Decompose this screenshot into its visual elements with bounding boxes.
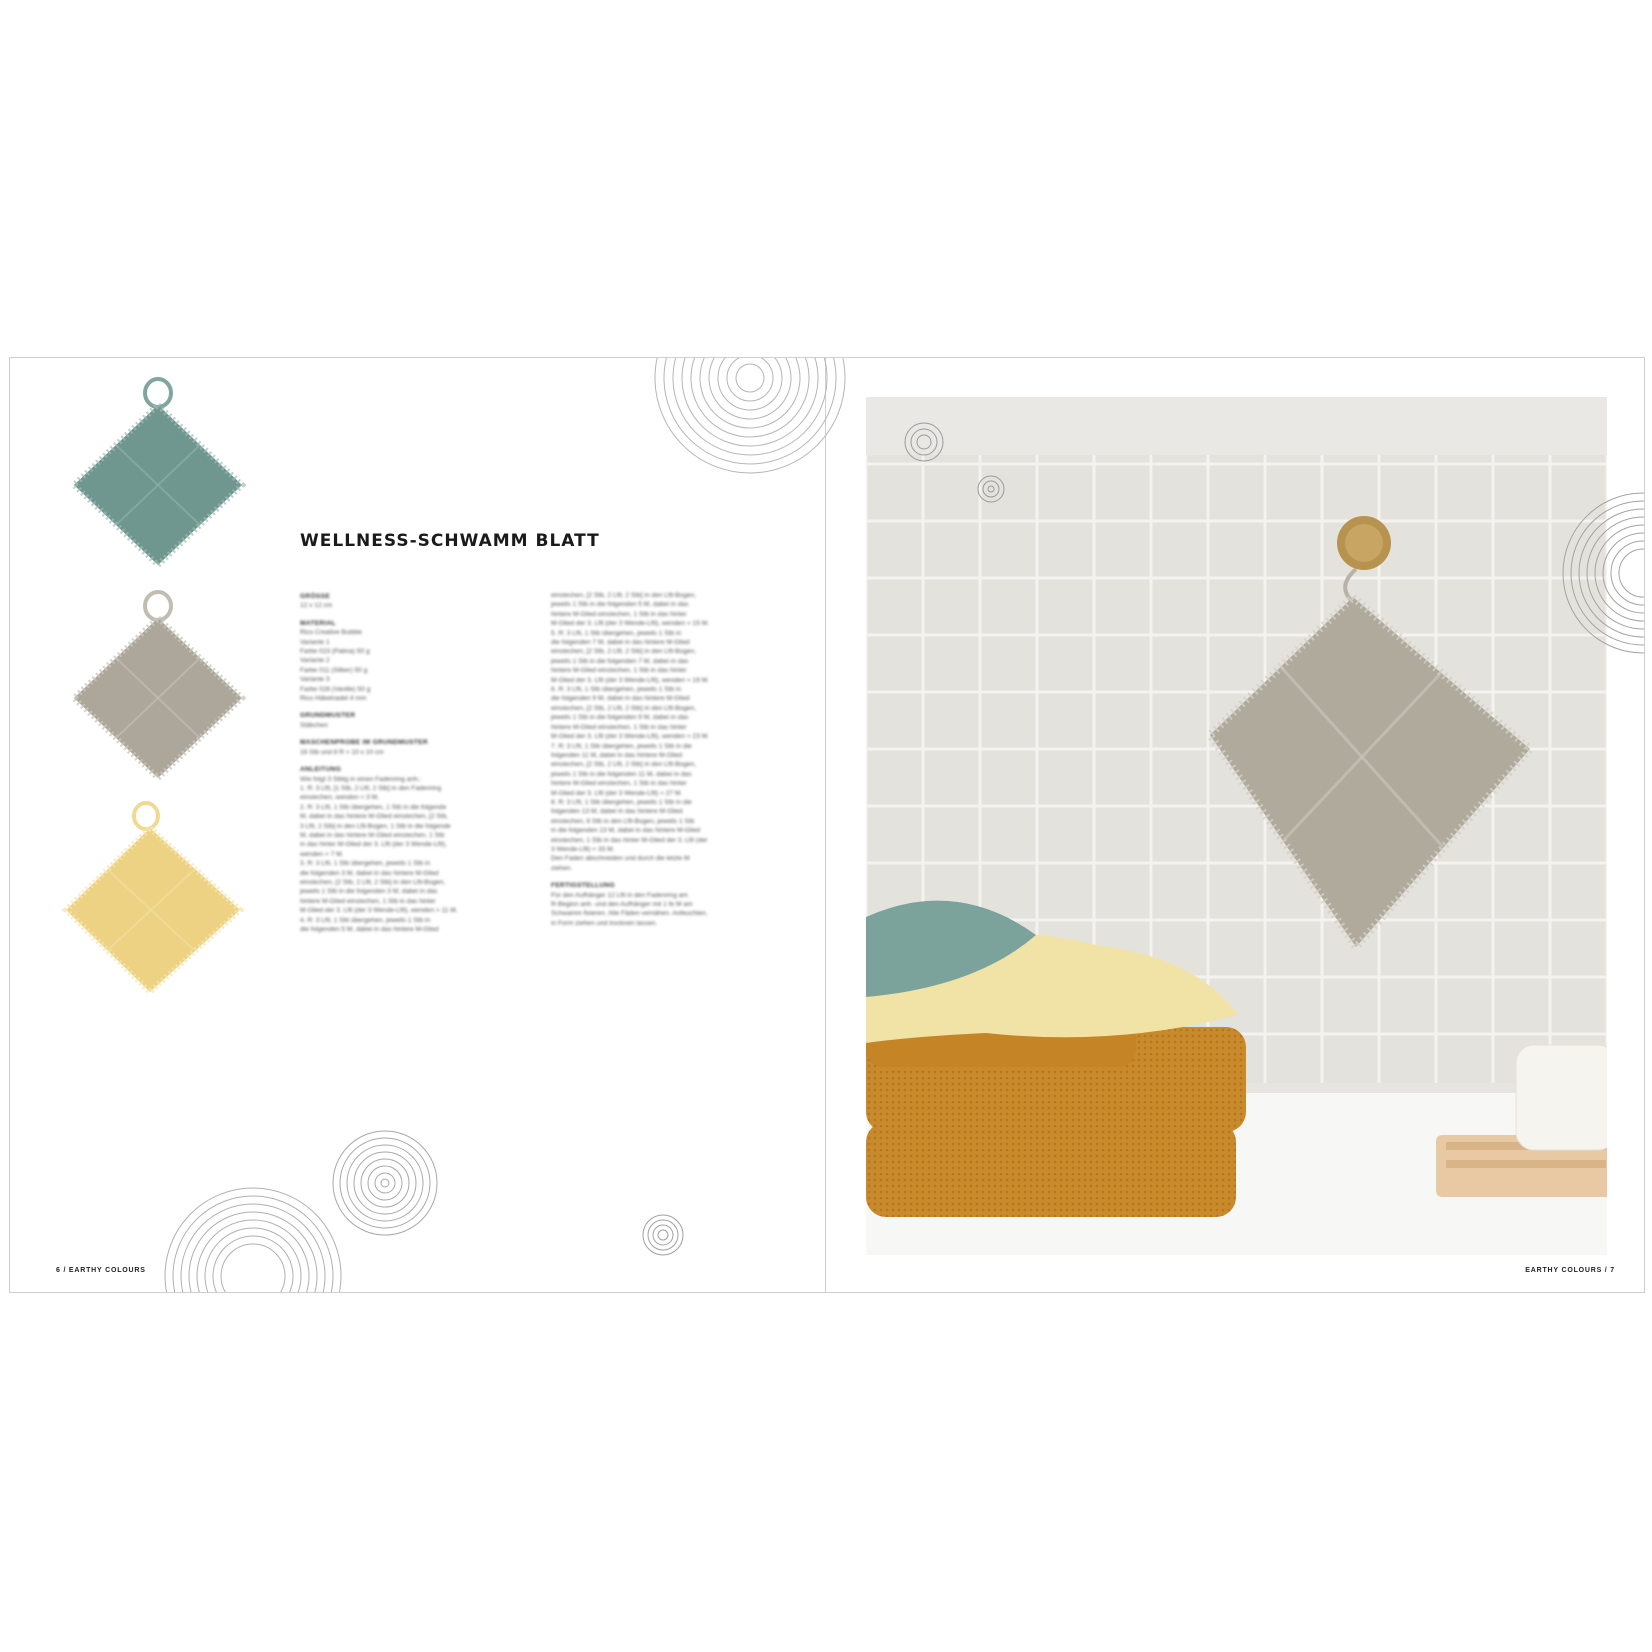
section-heading-instructions: ANLEITUNG	[300, 766, 342, 774]
pattern-title: WELLNESS-SCHWAMM BLATT	[300, 531, 600, 551]
circles-top-ornament	[650, 357, 850, 478]
footer-left: 6 / EARTHY COLOURS	[56, 1267, 146, 1274]
section-text-finishing: Für den Aufhänger 12 Lftl in den Fadenring am R-Beginn anh. und den Aufhänger mit 1 fe M am Schwamm fixieren. Alle Fäden vernähen. Anfeuchten, in Form ziehen und trocknen lassen.	[551, 891, 708, 927]
circles-bottom-ornament	[158, 1181, 348, 1293]
footer-right: EARTHY COLOURS / 7	[1525, 1267, 1615, 1274]
section-text-instructions: Wie folgt 3 Stbtg in einen Fadenring anh.: 1. R: 3 Lftl, [1 Stb, 2 Lftl, 2 Stb] in den Fadenring einstechen, wenden = 3 M. 2. R: 3 Lftl, 1 Stb übergehen, 1 Stb in die folgende M, dabei in das hintere M-Glied einstechen, [2 Stb, 3 Lftl, 2 Stb] in den Lftl-Bogen, 1 Stb in die folgende M, dabei in das hintere M-Glied einstechen, 1 Stb in das hinter M-Glied der 3. Lftl (der 3 Wende-Lftl), wenden = 7 M. 3. R: 3 Lftl, 1 Stb übergehen, jeweils 1 Stb in die folgenden 3 M, dabei in das hintere M-Glied einstechen, [2 Stb, 2 Lftl, 2 Stb] in den Lftl-Bogen, jeweils 1 Stb in die folgenden 3 M, dabei in das hintere M-Glied einstechen, 1 Stb in das hinter M-Glied der 3. Lftl (der 3 Wende-Lftl), wenden = 11 M. 4. R: 3 Lftl, 1 Stb übergehen, jeweils 1 Stb in die folgenden 5 M, dabei in das hintere M-Glied	[300, 775, 458, 933]
section-heading-gauge: MASCHENPROBE IM GRUNDMUSTER	[300, 739, 428, 747]
bathroom-photo	[866, 397, 1607, 1255]
circles-photo-ornament	[1558, 488, 1645, 658]
green-sponge-image	[58, 373, 258, 573]
section-text-instructions-cont: einstechen, [2 Stb, 2 Lftl, 2 Stb] in den Lftl-Bogen, jeweils 1 Stb in die folgenden 5 M, dabei in das hintere M-Glied einstechen, 1 Stb in das hinter M-Glied der 3. Lftl (der 3 Wende-Lftl), wenden = 15 M. 5. R: 3 Lftl, 1 Stb übergehen, jeweils 1 Stb in die folgenden 7 M, dabei in das hintere M-Glied einstechen, [2 Stb, 2 Lftl, 2 Stb] in den Lftl-Bogen, jeweils 1 Stb in die folgenden 7 M, dabei in das hintere M-Glied einstechen, 1 Stb in das hinter M-Glied der 3. Lftl (der 3 Wende-Lftl), wenden = 19 M. 6. R: 3 Lftl, 1 Stb übergehen, jeweils 1 Stb in die folgenden 9 M, dabei in das hintere M-Glied einstechen, [2 Stb, 2 Lftl, 2 Stb] in den Lftl-Bogen, jeweils 1 Stb in die folgenden 9 M, dabei in das hintere M-Glied einstechen, 1 Stb in das hinter M-Glied der 3. Lftl (der 3 Wende-Lftl), wenden = 23 M. 7. R: 3 Lftl, 1 Stb übergehen, jeweils 1 Stb in die folgenden 11 M, dabei in das hintere M-Glied einstechen, [2 Stb, 2 Lftl, 2 Stb] in den Lftl-Bogen, jeweils 1 Stb in die folgenden 11 M, dabei in das hintere M-Glied einstechen, 1 Stb in das hinter M-Glied der 3. Lftl (der 3 Wende-Lftl) = 27 M. 8. R: 3 Lftl, 1 Stb übergehen, jeweils 1 Stb in die folgenden 13 M, dabei in das hintere M-Glied einstechen, 6 Stb in den Lftl-Bogen, jeweils 1 Stb in die folgenden 13 M, dabei in das hintere M-Glied einstechen, 1 Stb in das hinter M-Glied der 3. Lftl (der 3 Wende-Lftl) = 33 M. Den Faden abschneiden und durch die letzte M ziehen.	[551, 592, 710, 872]
section-text-pattern: Stäbchen	[300, 721, 328, 729]
section-text-material: Rico Creative Bubble Variante 1 Farbe 023 (Patina) 50 g Variante 2 Farbe 011 (Silber) 50 g Variante 3 Farbe 028 (Vanille) 50 g Rico Häkelnadel 4 mm	[300, 629, 371, 703]
page-gutter	[825, 358, 826, 1292]
section-heading-finishing: FERTIGSTELLUNG	[551, 882, 615, 890]
section-heading-size: GRÖSSE	[300, 593, 331, 600]
section-text-size: 12 x 12 cm	[300, 602, 333, 610]
section-text-gauge: 16 Stb und 8 R = 10 x 10 cm	[300, 748, 384, 756]
circles-small-ornament	[641, 1213, 685, 1257]
yellow-sponge-image	[54, 798, 254, 998]
section-heading-pattern: GRUNDMUSTER	[300, 712, 356, 720]
grey-sponge-image	[54, 586, 254, 786]
instructions-column-2	[551, 591, 783, 928]
instructions-column-1	[300, 592, 532, 934]
section-heading-material: MATERIAL	[300, 619, 336, 627]
